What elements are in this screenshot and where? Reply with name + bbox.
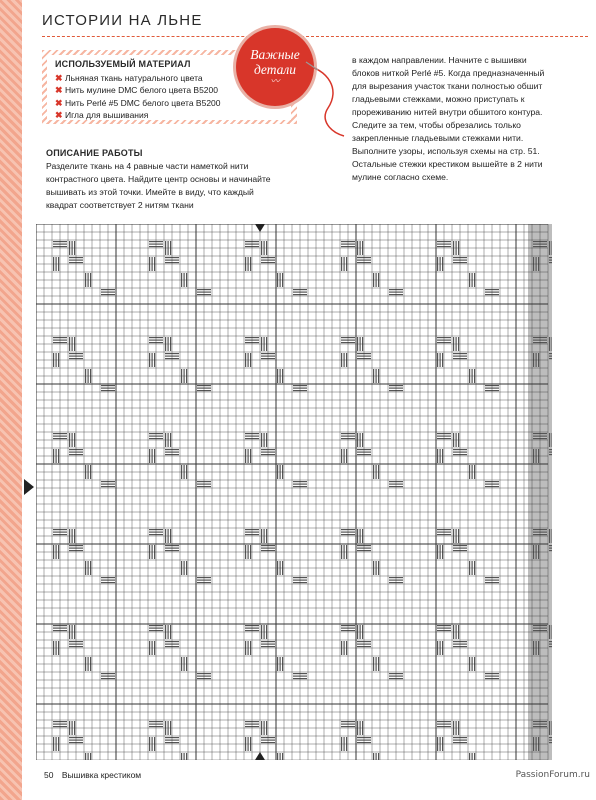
- stitch-mark: [549, 449, 552, 450]
- stitch-mark: [552, 529, 553, 543]
- x-mark-icon: ✖: [55, 85, 63, 96]
- badge-line-1: Важные: [250, 47, 300, 62]
- thread-ornament-icon: [300, 60, 350, 140]
- stitch-mark: [549, 257, 552, 258]
- stitch-mark: [549, 742, 552, 743]
- stitch-mark: [549, 260, 552, 261]
- stitch-mark: [549, 433, 550, 447]
- stitch-mark: [181, 753, 182, 760]
- header-divider: [42, 36, 588, 37]
- stitch-mark: [549, 262, 552, 263]
- decorative-side-strip: [0, 0, 22, 800]
- work-description-continued: в каждом направлении. Начните с вышивки блоков ниткой Perlé #5. Когда предназначенный для вырезания участок ткани полностью обшит гладьевыми стежками, можно приступать к прореживанию нитей внутри обшитого контура. Следите за тем, чтобы обрезались только закрепленные гладьевыми стежками нити. Выполните узоры, используя схемы на стр. 51. Остальные стежки крестиком вышейте в 2 нити мулине согласно схеме.: [352, 55, 545, 182]
- stitch-mark: [90, 753, 91, 760]
- triangle-up-icon: [255, 752, 265, 760]
- stitch-mark: [552, 721, 553, 735]
- stitch-mark: [280, 753, 281, 760]
- stitch-mark: [549, 644, 552, 645]
- cross-stitch-chart: [36, 224, 552, 760]
- x-mark-icon: ✖: [55, 110, 63, 121]
- stitch-mark: [549, 550, 552, 551]
- materials-item-label: Нить мулине DMC белого цвета B5200: [65, 85, 218, 96]
- stitch-mark: [549, 337, 550, 351]
- stitch-mark: [549, 625, 550, 639]
- squiggle-ornament-icon: 〰: [270, 76, 280, 86]
- materials-heading: ИСПОЛЬЗУЕМЫЙ МАТЕРИАЛ: [55, 59, 191, 69]
- stitch-mark: [373, 753, 374, 760]
- stitch-mark: [549, 737, 552, 738]
- stitch-mark: [549, 353, 552, 354]
- chart-stitches: [53, 241, 552, 760]
- stitch-mark: [552, 241, 553, 255]
- stitch-mark: [549, 740, 552, 741]
- materials-item: [55, 109, 291, 121]
- stitch-mark: [552, 625, 553, 639]
- stitch-mark: [549, 358, 552, 359]
- stitch-mark: [549, 641, 552, 642]
- x-mark-icon: ✖: [55, 97, 63, 108]
- stitch-mark: [282, 753, 283, 760]
- stitch-mark: [549, 356, 552, 357]
- stitch-mark: [549, 545, 552, 546]
- materials-item-label: Игла для вышивания: [65, 110, 149, 121]
- stitch-mark: [549, 454, 552, 455]
- work-description-heading: ОПИСАНИЕ РАБОТЫ: [46, 148, 143, 158]
- stitch-mark: [378, 753, 379, 760]
- x-mark-icon: ✖: [55, 73, 63, 83]
- badge-line-2: детали: [253, 62, 297, 77]
- page-footer: [44, 770, 141, 780]
- stitch-mark: [549, 548, 552, 549]
- stitch-mark: [469, 753, 470, 760]
- stitch-mark: [186, 753, 187, 760]
- stitch-mark: [552, 433, 553, 447]
- stitch-mark: [549, 721, 550, 735]
- stitch-mark: [277, 753, 278, 760]
- section-title: ИСТОРИИ НА ЛЬНЕ: [42, 12, 203, 29]
- materials-item-label: Льняная ткань натурального цвета: [65, 73, 203, 83]
- page-number: 50: [44, 770, 54, 780]
- stitch-mark: [549, 646, 552, 647]
- stitch-mark: [376, 753, 377, 760]
- stitch-mark: [472, 753, 473, 760]
- magazine-title: Вышивка крестиком: [61, 770, 142, 780]
- watermark: PassionForum.ru: [515, 770, 590, 780]
- stitch-mark: [549, 529, 550, 543]
- stitch-mark: [88, 753, 89, 760]
- chart-grid: [36, 224, 552, 760]
- triangle-right-icon: [24, 479, 34, 495]
- triangle-down-icon: [255, 224, 265, 232]
- stitch-mark: [549, 241, 550, 255]
- stitch-mark: [85, 753, 86, 760]
- stitch-mark: [549, 452, 552, 453]
- stitch-mark: [474, 753, 475, 760]
- materials-item-label: Нить Perlé #5 DMC белого цвета B5200: [65, 97, 221, 108]
- stitch-mark: [552, 337, 553, 351]
- work-description-text: Разделите ткань на 4 равные части наметкой нити контрастного цвета. Найдите центр основы и начинайте вышивать из этой точки. Имейте в виду, что каждый квадрат соответствует 2 нитям ткани: [46, 161, 271, 210]
- stitch-mark: [184, 753, 185, 760]
